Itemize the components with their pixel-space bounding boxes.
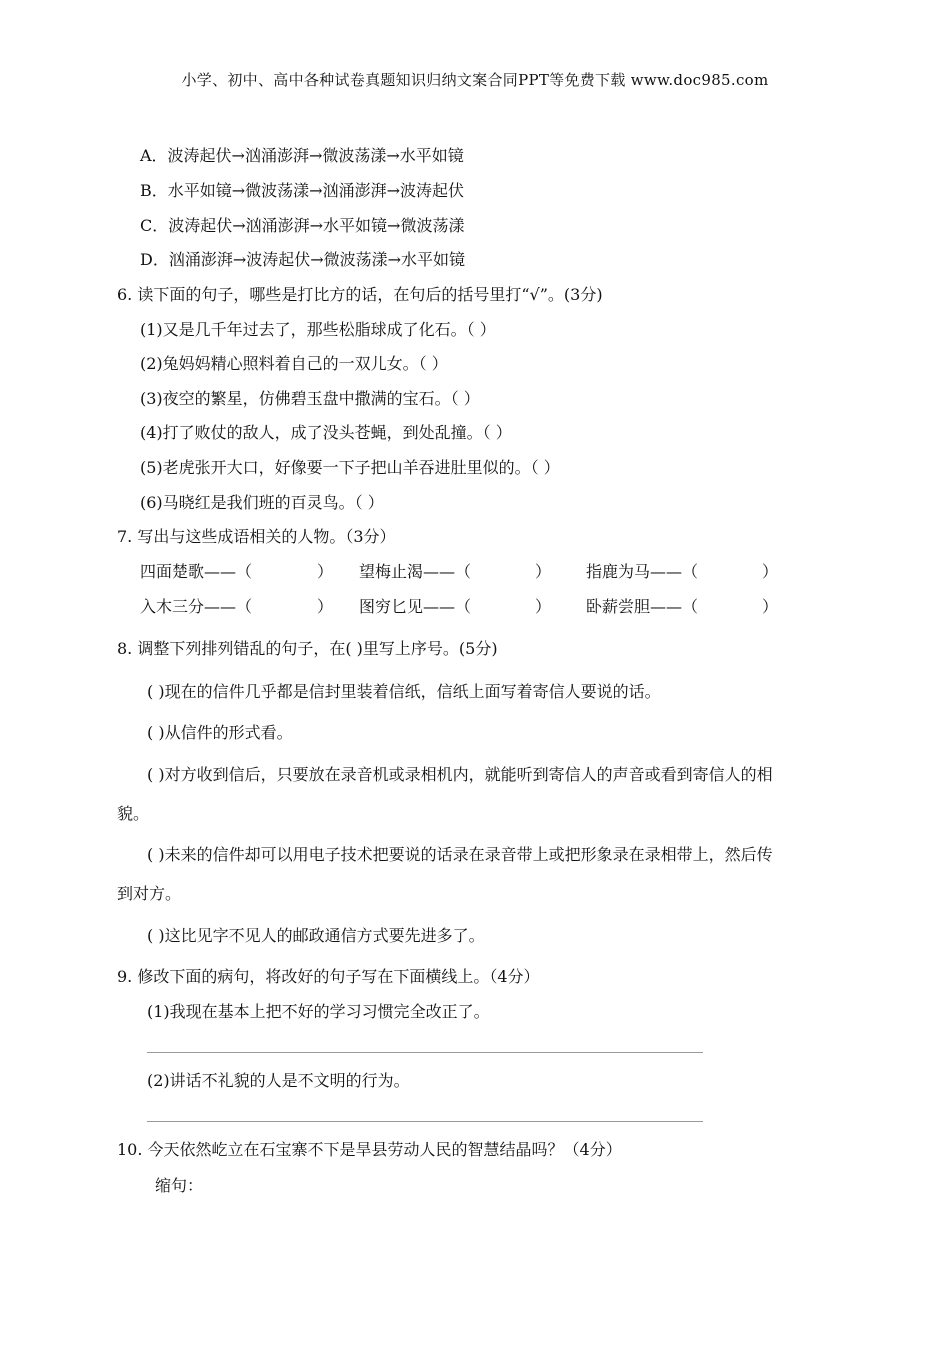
q7-close-1: ） [317,562,334,581]
q10-label: 缩句： [155,1176,204,1195]
q7-idiom-5: 图穷匕见——（ [359,597,472,616]
q7-close-4: ） [317,597,334,616]
q8-sentence-3: ( )对方收到信后，只要放在录音机或录相机内，就能听到寄信人的声音或看到寄信人的相 [147,765,773,784]
q6-item-4: (4)打了败仗的敌人，成了没头苍蝇，到处乱撞。（ ） [140,423,512,442]
q5-option-b: B．水平如镜→微波荡漾→汹涌澎湃→波涛起伏 [140,181,464,200]
q8-sentence-5: ( )这比见字不见人的邮政通信方式要先进多了。 [147,926,485,945]
q6-item-5: (5)老虎张开大口，好像要一下子把山羊吞进肚里似的。（ ） [140,458,560,477]
q5-option-c: C．波涛起伏→汹涌澎湃→水平如镜→微波荡漾 [140,216,465,235]
q5-option-a: A．波涛起伏→汹涌澎湃→微波荡漾→水平如镜 [140,146,464,165]
q7-close-2: ） [535,562,552,581]
q5-option-d: D．汹涌澎湃→波涛起伏→微波荡漾→水平如镜 [140,250,466,269]
q10-stem: 10. 今天依然屹立在石宝寨不下是旱县劳动人民的智慧结晶吗？（4分） [117,1140,622,1159]
q6-item-1: (1)又是几千年过去了，那些松脂球成了化石。（ ） [140,320,496,339]
q7-idiom-2: 望梅止渴——（ [359,562,472,581]
q7-stem: 7. 写出与这些成语相关的人物。（3分） [117,527,396,546]
q6-item-6: (6)马晓红是我们班的百灵鸟。（ ） [140,493,384,512]
q9-item-1: (1)我现在基本上把不好的学习习惯完全改正了。 [147,1002,490,1021]
q9-answer-line-2[interactable] [147,1121,703,1122]
q7-close-3: ） [762,562,779,581]
q6-item-3: (3)夜空的繁星，仿佛碧玉盘中撒满的宝石。（ ） [140,389,480,408]
q8-sentence-1: ( )现在的信件几乎都是信封里装着信纸，信纸上面写着寄信人要说的话。 [147,682,661,701]
q7-idiom-1: 四面楚歌——（ [140,562,253,581]
q7-idiom-4: 入木三分——（ [140,597,253,616]
q6-stem: 6. 读下面的句子，哪些是打比方的话，在句后的括号里打“√”。(3分) [117,285,603,304]
q9-stem: 9. 修改下面的病句，将改好的句子写在下面横线上。（4分） [117,967,540,986]
q7-close-5: ） [535,597,552,616]
q9-answer-line-1[interactable] [147,1052,703,1053]
q7-idiom-3: 指鹿为马——（ [586,562,699,581]
q9-item-2: (2)讲话不礼貌的人是不文明的行为。 [147,1071,410,1090]
q8-sentence-3-cont: 貌。 [117,804,150,823]
q7-idiom-6: 卧薪尝胆——（ [586,597,699,616]
q8-sentence-4-cont: 到对方。 [117,884,182,903]
q7-close-6: ） [762,597,779,616]
q8-sentence-2: ( )从信件的形式看。 [147,723,293,742]
page-header: 小学、初中、高中各种试卷真题知识归纳文案合同PPT等免费下载 www.doc985.com [181,71,769,89]
q8-stem: 8. 调整下列排列错乱的句子，在( )里写上序号。(5分) [117,639,498,658]
q8-sentence-4: ( )未来的信件却可以用电子技术把要说的话录在录音带上或把形象录在录相带上，然后传 [147,845,773,864]
q6-item-2: (2)兔妈妈精心照料着自己的一双儿女。（ ） [140,354,448,373]
